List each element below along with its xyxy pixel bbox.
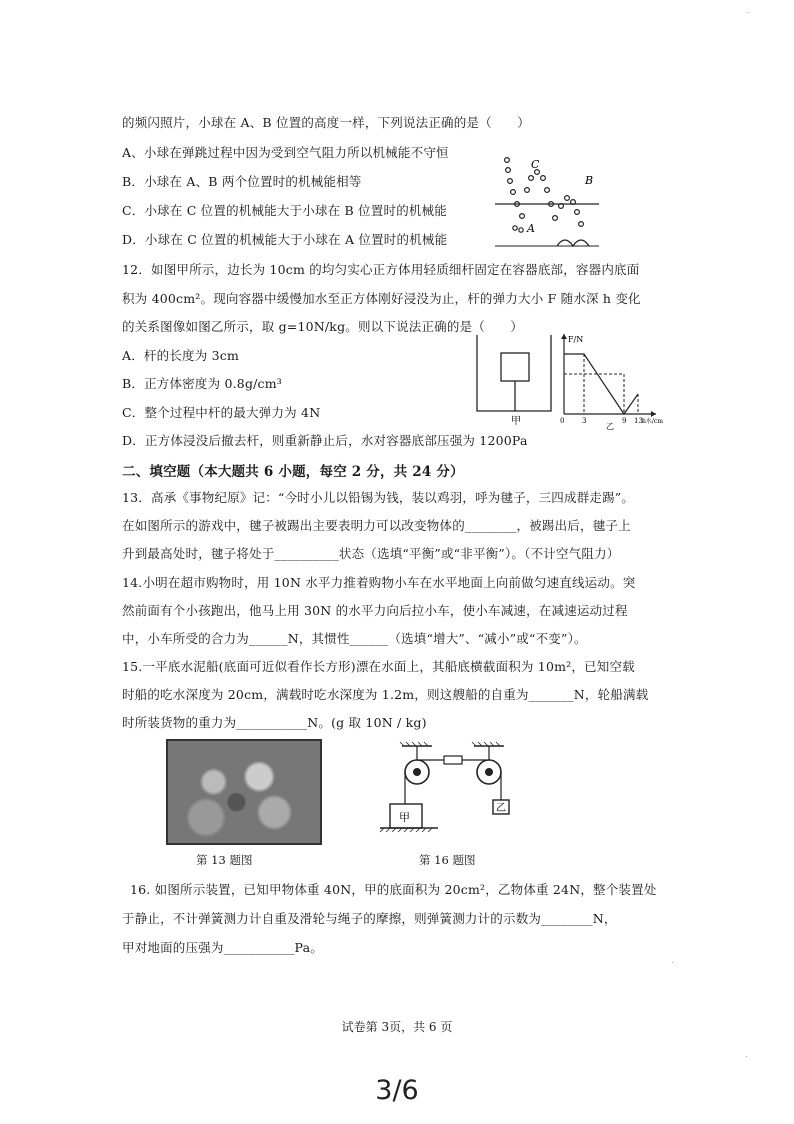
- section-2-title: 二、填空题（本大题共 6 小题，每空 2 分，共 24 分）: [122, 464, 464, 480]
- q12-option-c: C．整个过程中杆的最大弹力为 4N: [122, 405, 321, 420]
- q16-yi-label: 乙: [496, 803, 506, 814]
- page-counter: 3/6: [375, 1075, 419, 1106]
- q11-label-a: A: [527, 222, 535, 235]
- q12-graph-tick-9: 9: [622, 417, 627, 425]
- q13-line-3: 升到最高处时，毽子将处于__________状态（选填“平衡”或“非平衡”）。（不计空气阻力）: [122, 546, 620, 561]
- q16-line-1: 16. 如图所示装置，已知甲物体重 40N，甲的底面积为 20cm²，乙物体重 24N，整个装置处: [130, 882, 657, 897]
- q16-figure-caption: 第 16 题图: [419, 853, 476, 867]
- q12-graph-y-label: F/N: [568, 335, 584, 344]
- q13-shuttlecock-photo: [166, 739, 322, 845]
- scan-speck: [748, 12, 749, 13]
- q16-line-2: 于静止，不计弹簧测力计自重及滑轮与绳子的摩擦，则弹簧测力计的示数为________N，: [122, 911, 617, 926]
- q16-jia-label: 甲: [399, 811, 410, 824]
- page-footer: 试卷第 3页，共 6 页: [341, 1020, 453, 1034]
- q12-line-3: 的关系图像如图乙所示，取 g=10N/kg。则以下说法正确的是（ ）: [122, 319, 524, 334]
- q12-container-figure: [475, 335, 555, 425]
- q15-line-1: 15.一平底水泥船(底面可近似看作长方形)漂在水面上，其船底横截面积为 10m²，已知空载: [122, 659, 635, 674]
- q14-line-1: 14.小明在超市购物时，用 10N 水平力推着购物小车在水平地面上向前做匀速直线运动。突: [122, 575, 636, 590]
- q14-line-3: 中，小车所受的合力为______N，其惯性______（选填“增大”、“减小”或“不变”）。: [122, 631, 587, 646]
- q16-pulley-figure: [378, 742, 528, 842]
- q12-option-b: B．正方体密度为 0.8g/cm³: [122, 376, 283, 391]
- q11-label-c: C: [531, 158, 540, 171]
- q12-line-2: 积为 400cm²。现向容器中缓慢加水至正方体刚好浸没为止，杆的弹力大小 F 随水深 h 变化: [122, 291, 641, 306]
- q12-option-d: D．正方体浸没后撤去杆，则重新静止后，水对容器底部压强为 1200Pa: [122, 433, 528, 448]
- q12-graph-tick-13: 13: [634, 417, 643, 425]
- q15-line-3: 时所装货物的重力为___________N。(g 取 10N / kg): [122, 715, 427, 730]
- q11-bouncing-ball-figure: [495, 150, 605, 250]
- scan-speck: [672, 962, 673, 963]
- scan-speck: [746, 1056, 747, 1057]
- q12-graph-x-label: h水/cm: [642, 418, 663, 425]
- q12-graph-figure: [560, 330, 663, 431]
- q11-option-b: B．小球在 A、B 两个位置时的机械能相等: [122, 174, 362, 189]
- q14-line-2: 然前面有个小孩跑出，他马上用 30N 的水平力向后拉小车，使小车减速，在减速运动过程: [122, 603, 628, 618]
- q12-graph-tick-0: 0: [560, 417, 565, 425]
- q13-line-2: 在如图所示的游戏中，毽子被踢出主要表明力可以改变物体的________，被踢出后，毽子上: [122, 518, 631, 533]
- q13-figure-caption: 第 13 题图: [196, 853, 253, 867]
- q15-line-2: 时船的吃水深度为 20cm，满载时吃水深度为 1.2m，则这艘船的自重为_______N，轮船满载: [122, 687, 649, 702]
- q11-option-c: C．小球在 C 位置的机械能大于小球在 B 位置时的机械能: [122, 203, 448, 218]
- q12-jia-label: 甲: [511, 416, 521, 427]
- q11-option-a: A、小球在弹跳过程中因为受到空气阻力所以机械能不守恒: [122, 145, 449, 160]
- q12-line-1: 12．如图甲所示，边长为 10cm 的均匀实心正方体用轻质细杆固定在容器底部，容器内底面: [122, 262, 640, 277]
- q12-graph-caption: 乙: [606, 422, 614, 431]
- q12-option-a: A．杆的长度为 3cm: [122, 348, 240, 363]
- q13-line-1: 13．高承《事物纪原》记：“今时小儿以铅锡为钱，装以鸡羽，呼为毽子，三四成群走踢”。: [122, 490, 635, 505]
- q11-intro: 的频闪照片，小球在 A、B 位置的高度一样，下列说法正确的是（ ）: [122, 115, 530, 130]
- q12-graph-tick-3: 3: [582, 417, 587, 425]
- q11-option-d: D．小球在 C 位置的机械能大于小球在 A 位置时的机械能: [122, 232, 448, 247]
- q11-label-b: B: [585, 174, 594, 187]
- q16-line-3: 甲对地面的压强为___________Pa。: [122, 940, 323, 955]
